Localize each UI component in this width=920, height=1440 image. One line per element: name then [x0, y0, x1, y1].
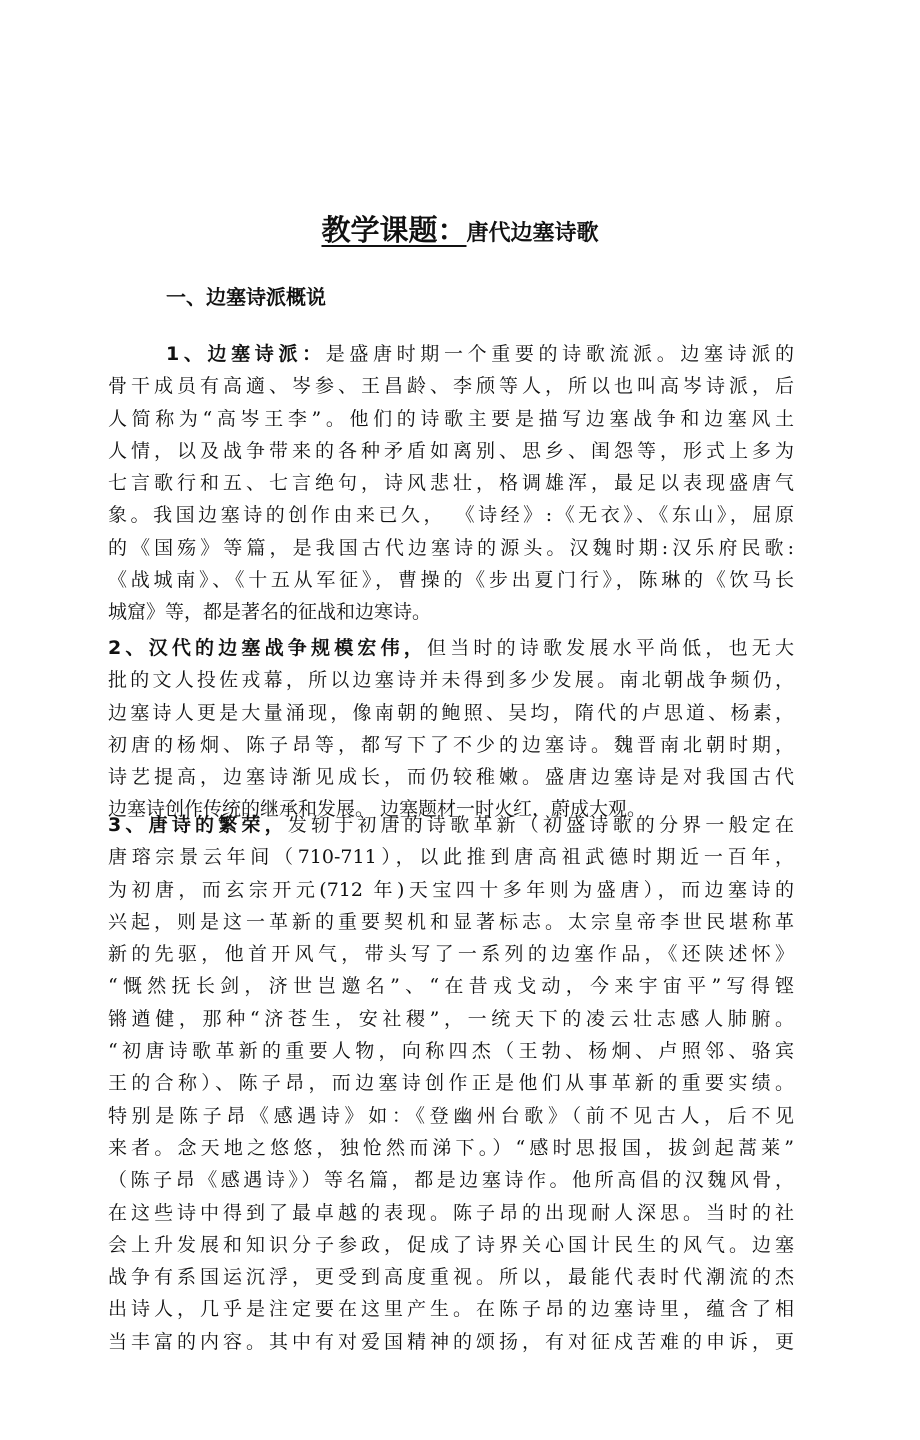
paragraph-text: 但当时的诗歌发展水平尚低，也无大 [427, 637, 794, 659]
paragraph-line: 人简称为“高岑王李”。他们的诗歌主要是描写边塞战争和边塞风土 [108, 407, 794, 430]
paragraph-line: 骨干成员有高適、岑参、王昌龄、李颀等人，所以也叫高岑诗派，后 [108, 375, 794, 398]
paragraph-line: 边塞诗人更是大量涌现，像南朝的鲍照、吴均，隋代的卢思道、杨素， [108, 701, 794, 724]
paragraph-line: 当丰富的内容。其中有对爱国精神的颂扬，有对征戍苦难的申诉，更 [108, 1330, 794, 1353]
paragraph-line: 《战城南》、《十五从军征》，曹操的《步出夏门行》，陈琳的《饮马长 [108, 569, 794, 592]
paragraph-line: 在这些诗中得到了最卓越的表现。陈子昂的出现耐人深思。当时的社 [108, 1201, 794, 1224]
paragraph-line: 人情，以及战争带来的各种矛盾如离别、思乡、闺怨等，形式上多为 [108, 439, 794, 462]
paragraph-3 [108, 809, 794, 1358]
paragraph-line: “初唐诗歌革新的重要人物，向称四杰（王勃、杨炯、卢照邻、骆宾 [108, 1040, 794, 1063]
paragraph-line: 七言歌行和五、七言绝句，诗风悲壮，格调雄浑，最足以表现盛唐气 [108, 472, 794, 495]
paragraph-line: 唐瑢宗景云年间（710-711），以此推到唐高祖武德时期近一百年， [108, 846, 794, 869]
paragraph-line: 锵遒健，那种“济苍生，安社稷”，一统天下的凌云壮志感人肺腑。 [108, 1007, 794, 1030]
paragraph-lead: 1、边塞诗派： [166, 343, 326, 365]
paragraph-line: 初唐的杨炯、陈子昂等，都写下了不少的边塞诗。魏晋南北朝时期， [108, 733, 794, 756]
lesson-title-topic: 唐代边塞诗歌 [466, 221, 599, 246]
paragraph-text: 是盛唐时期一个重要的诗歌流派。边塞诗派的 [325, 343, 794, 365]
lesson-title-label: 教学课题： [321, 213, 467, 247]
paragraph-text: 发轫于初唐的诗歌革新（初盛诗歌的分界一般定在 [287, 814, 794, 836]
paragraph-line [108, 338, 794, 370]
paragraph-line: 来者。念天地之悠悠，独怆然而涕下。）“感时思报国，拔剑起蒿莱” [108, 1136, 794, 1159]
paragraph-line: 批的文人投佐戎幕，所以边塞诗并未得到多少发展。南北朝战争频仍， [108, 669, 794, 692]
paragraph-lead: 2、汉代的边塞战争规模宏伟， [108, 637, 427, 659]
paragraph-lead: 3、唐诗的繁荣， [108, 814, 288, 836]
paragraph-line: （陈子昂《感遇诗》）等名篇，都是边塞诗作。他所高倡的汉魏风骨， [108, 1169, 794, 1192]
paragraph-line: 会上升发展和知识分子参政，促成了诗界关心国计民生的风气。边塞 [108, 1233, 794, 1256]
paragraph-1 [108, 338, 794, 629]
paragraph-line: 城窟》等，都是著名的征战和边寒诗。 [108, 601, 432, 624]
paragraph-line: 特别是陈子昂《感遇诗》如：《登幽州台歌》（前不见古人，后不见 [108, 1104, 794, 1127]
paragraph-line: 象。我国边塞诗的创作由来已久， 《诗经》:《无衣》、《东山》，屈原 [108, 504, 794, 527]
paragraph-line [108, 632, 794, 664]
paragraph-line: 新的先驱，他首开风气，带头写了一系列的边塞作品，《还陕述怀》 [108, 943, 794, 966]
paragraph-line: 的《国殇》等篇，是我国古代边塞诗的源头。汉魏时期:汉乐府民歌: [108, 536, 794, 559]
lesson-title [0, 208, 920, 249]
paragraph-line: 边塞诗创作传统的继承和发展。 边塞题材一时火红，蔚成大观。 [108, 798, 647, 821]
paragraph-line [108, 809, 794, 841]
paragraph-line: 王的合称）、陈子昂，而边塞诗创作正是他们从事革新的重要实绩。 [108, 1072, 794, 1095]
paragraph-line: 战争有系国运沉浮，更受到高度重视。所以，最能代表时代潮流的杰 [108, 1266, 794, 1289]
paragraph-line: “慨然抚长剑，济世岂邀名”、“在昔戎戈动，今来宇宙平”写得铿 [108, 975, 794, 998]
paragraph-line: 兴起，则是这一革新的重要契机和显著标志。太宗皇帝李世民堪称革 [108, 910, 794, 933]
section-heading: 一、边塞诗派概说 [166, 285, 326, 309]
paragraph-line: 诗艺提高，边塞诗渐见成长，而仍较稚嫩。盛唐边塞诗是对我国古代 [108, 766, 794, 789]
paragraph-2 [108, 632, 794, 826]
paragraph-line: 为初唐，而玄宗开元(712 年)天宝四十多年则为盛唐），而边塞诗的 [108, 878, 794, 901]
paragraph-line: 出诗人，几乎是注定要在这里产生。在陈子昂的边塞诗里，蕴含了相 [108, 1298, 794, 1321]
